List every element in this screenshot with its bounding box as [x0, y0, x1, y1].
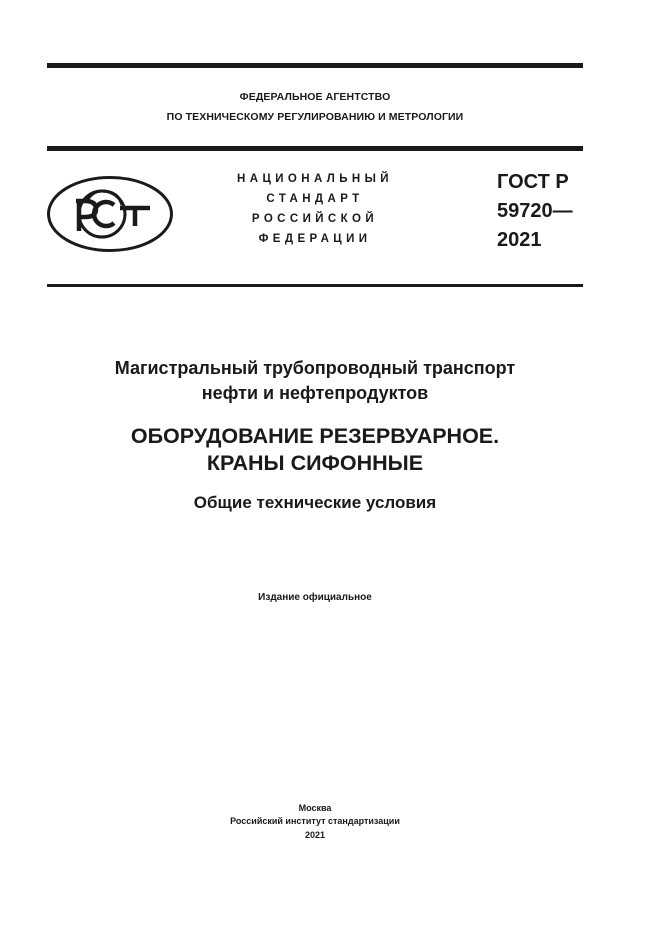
- edition-note: Издание официальное: [258, 592, 372, 603]
- standard-block-rule: [47, 284, 583, 287]
- national-standard-line-2: СТАНДАРТ: [266, 193, 364, 205]
- standard-designation-line-2: 59720—: [497, 200, 573, 222]
- agency-name-line-1: ФЕДЕРАЛЬНОЕ АГЕНТСТВО: [239, 91, 391, 103]
- top-rule: [47, 63, 583, 68]
- document-title-line-2: КРАНЫ СИФОННЫЕ: [206, 451, 424, 475]
- gost-r-logo-icon: [46, 175, 174, 253]
- national-standard-line-4: ФЕДЕРАЦИИ: [258, 233, 372, 245]
- document-subtitle: Общие технические условия: [193, 493, 437, 512]
- subject-line-2: нефти и нефтепродуктов: [201, 383, 429, 403]
- subject-line-1: Магистральный трубопроводный транспорт: [114, 358, 516, 378]
- publication-year: 2021: [304, 830, 326, 840]
- document-title-line-1: ОБОРУДОВАНИЕ РЕЗЕРВУАРНОЕ.: [130, 424, 500, 448]
- publisher-institute: Российский институт стандартизации: [230, 816, 400, 826]
- header-rule: [47, 146, 583, 151]
- national-standard-line-3: РОССИЙСКОЙ: [251, 213, 379, 225]
- standard-designation-line-1: ГОСТ Р: [497, 171, 569, 193]
- agency-name-line-2: ПО ТЕХНИЧЕСКОМУ РЕГУЛИРОВАНИЮ И МЕТРОЛОГИИ: [166, 111, 464, 123]
- publisher-city: Москва: [298, 803, 332, 813]
- standard-designation-line-3: 2021: [497, 229, 542, 251]
- national-standard-line-1: НАЦИОНАЛЬНЫЙ: [237, 173, 393, 185]
